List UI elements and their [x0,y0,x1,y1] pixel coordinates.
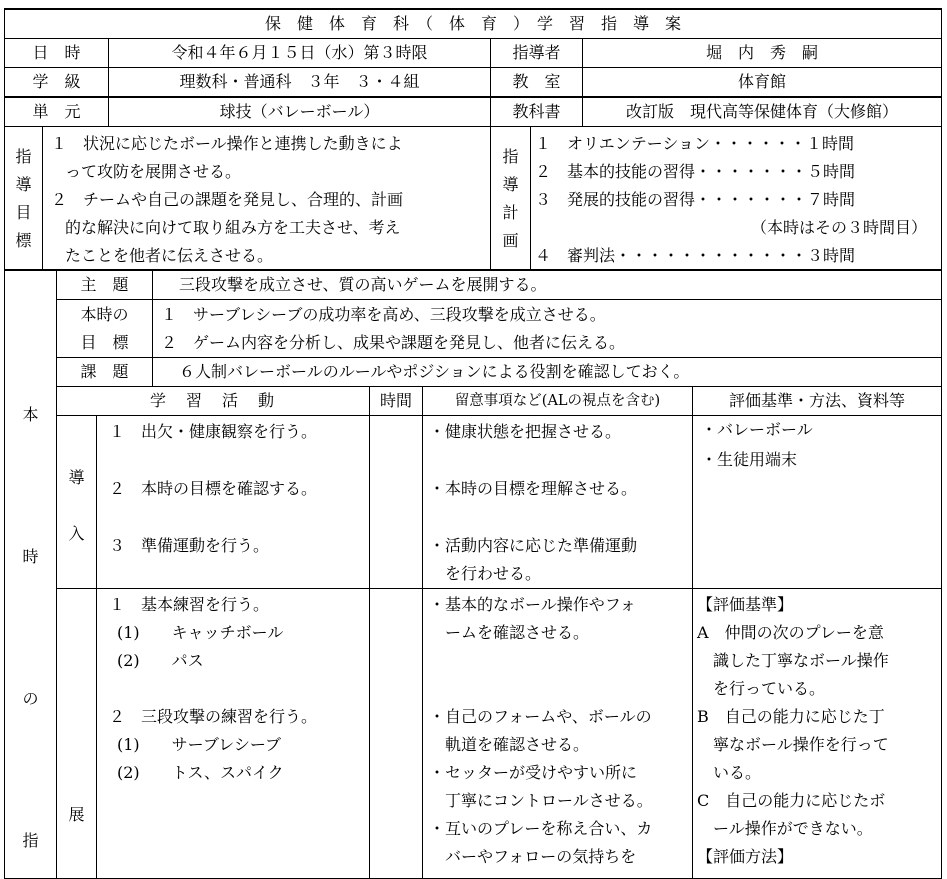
task-label: 課 題 [57,358,153,387]
goals-text: １ 状況に応じたボール操作と連携した動きによ って攻防を展開させる。 ２ チームや自己の課題を発見し、合理的、計画 的な解決に向けて取り組み方を工夫させ、考え たことを他者に伝えさせる。 [43,127,491,271]
intro-eval: ・バレーボール ・生徒用端末 [693,416,942,589]
unit-table [4,96,942,271]
dev-time [370,589,423,879]
intro-label: 導 入 [57,416,97,589]
lesson-table [4,269,942,879]
plan-text: １ オリエンテーション・・・・・・１時間 ２ 基本的技能の習得・・・・・・・５時間 ３ 発展的技能の習得・・・・・・・７時間 （本時はその３時間目） ４ 審判法・・・・・・・・・・・・３時間 [531,127,942,271]
intro-time [370,416,423,589]
goals-label: 指 導 目 標 [5,127,43,271]
dev-label: 展 [57,589,97,879]
class-value: 理数科・普通科 ３年 ３・４組 [109,68,491,97]
room-value: 体育館 [583,68,942,97]
header-table [4,8,942,97]
header-eval: 評価基準・方法、資料等 [693,387,942,416]
theme-label: 主 題 [57,270,153,300]
header-notes: 留意事項など(ALの視点を含む) [423,387,693,416]
dev-eval: 【評価基準】 A 仲間の次のプレーを意 識した丁寧なボール操作 を行っている。 B 自己の能力に応じた丁 寧なボール操作を行って いる。 C 自己の能力に応じたボ ール操作ができない。 【評価方法】 [693,589,942,879]
target-label: 本時の 目 標 [57,300,153,358]
date-value: 令和４年６月１５日（水）第３時限 [109,39,491,68]
textbook-label: 教科書 [491,97,583,127]
task-value: ６人制バレーボールのルールやポジションによる役割を確認しておく。 [153,358,942,387]
header-activity: 学 習 活 動 [57,387,370,416]
lesson-side-label: 本 時 の 指 [5,270,57,879]
dev-notes: ・基本的なボール操作やフォ ームを確認させる。 ・自己のフォームや、ボールの 軌道を確認させる。 ・セッターが受けやすい所に 丁寧にコントロールさせる。 ・互いのプレーを称え合い、カ バーやフォローの気持ちを [423,589,693,879]
instructor-value: 堀 内 秀 嗣 [583,39,942,68]
class-label: 学 級 [5,68,109,97]
header-time: 時間 [370,387,423,416]
unit-value: 球技（バレーボール） [109,97,491,127]
unit-label: 単 元 [5,97,109,127]
room-label: 教 室 [491,68,583,97]
target-values: １ サーブレシーブの成功率を高め、三段攻撃を成立させる。 ２ ゲーム内容を分析し、成果や課題を発見し、他者に伝える。 [153,300,942,358]
date-label: 日 時 [5,39,109,68]
intro-notes: ・健康状態を把握させる。 ・本時の目標を理解させる。 ・活動内容に応じた準備運動 を行わせる。 [423,416,693,589]
dev-activities: １ 基本練習を行う。 (1) キャッチボール (2) パス ２ 三段攻撃の練習を行う。 (1) サーブレシーブ (2) トス、スパイク [97,589,370,879]
theme-value: 三段攻撃を成立させ、質の高いゲームを展開する。 [153,270,942,300]
textbook-value: 改訂版 現代高等保健体育（大修館） [583,97,942,127]
plan-label: 指 導 計 画 [491,127,531,271]
document-title: 保 健 体 育 科 （ 体 育 ） 学 習 指 導 案 [5,9,942,39]
instructor-label: 指導者 [491,39,583,68]
intro-activities: １ 出欠・健康観察を行う。 ２ 本時の目標を確認する。 ３ 準備運動を行う。 [97,416,370,589]
